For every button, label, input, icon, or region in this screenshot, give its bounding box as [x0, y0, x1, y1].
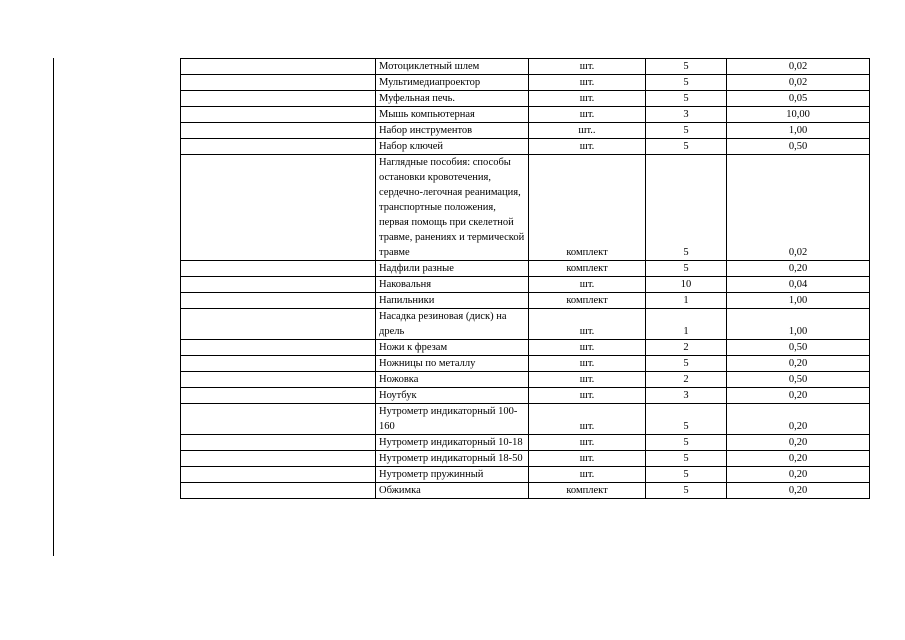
table-row: [181, 340, 870, 356]
table-row: [181, 309, 870, 340]
page-margin-line: [53, 58, 54, 556]
item-name-cell: Обжимка: [376, 483, 529, 499]
index-cell: [181, 155, 376, 261]
unit-cell: шт.: [529, 435, 646, 451]
value-cell: 0,20: [727, 356, 870, 372]
quantity-cell: 5: [646, 91, 727, 107]
value-cell: 1,00: [727, 123, 870, 139]
item-name-cell: Ножницы по металлу: [376, 356, 529, 372]
item-name-cell: Напильники: [376, 293, 529, 309]
value-cell: 1,00: [727, 293, 870, 309]
index-cell: [181, 123, 376, 139]
item-name-cell: Наковальня: [376, 277, 529, 293]
quantity-cell: 2: [646, 340, 727, 356]
quantity-cell: 1: [646, 309, 727, 340]
unit-cell: шт.: [529, 372, 646, 388]
table-row: [181, 139, 870, 155]
quantity-cell: 5: [646, 123, 727, 139]
index-cell: [181, 483, 376, 499]
unit-cell: комплект: [529, 155, 646, 261]
index-cell: [181, 139, 376, 155]
index-cell: [181, 372, 376, 388]
index-cell: [181, 467, 376, 483]
item-name-cell: Ножовка: [376, 372, 529, 388]
item-name-cell: Насадка резиновая (диск) на дрель: [376, 309, 529, 340]
quantity-cell: 5: [646, 356, 727, 372]
equipment-table: [180, 58, 870, 499]
table-row: [181, 75, 870, 91]
index-cell: [181, 293, 376, 309]
value-cell: 0,50: [727, 340, 870, 356]
quantity-cell: 3: [646, 107, 727, 123]
unit-cell: шт.: [529, 467, 646, 483]
item-name-cell: Нутрометр индикаторный 10-18: [376, 435, 529, 451]
index-cell: [181, 107, 376, 123]
value-cell: 0,20: [727, 261, 870, 277]
index-cell: [181, 356, 376, 372]
quantity-cell: 5: [646, 404, 727, 435]
value-cell: 0,20: [727, 451, 870, 467]
value-cell: 0,02: [727, 75, 870, 91]
index-cell: [181, 277, 376, 293]
index-cell: [181, 309, 376, 340]
table-row: [181, 404, 870, 435]
item-name-cell: Мышь компьютерная: [376, 107, 529, 123]
unit-cell: комплект: [529, 261, 646, 277]
unit-cell: шт.: [529, 107, 646, 123]
index-cell: [181, 435, 376, 451]
unit-cell: шт.: [529, 91, 646, 107]
item-name-cell: Ножи к фрезам: [376, 340, 529, 356]
quantity-cell: 1: [646, 293, 727, 309]
item-name-cell: Нутрометр индикаторный 18-50: [376, 451, 529, 467]
value-cell: 10,00: [727, 107, 870, 123]
value-cell: 0,20: [727, 483, 870, 499]
table-row: [181, 483, 870, 499]
item-name-cell: Мультимедиапроектор: [376, 75, 529, 91]
index-cell: [181, 261, 376, 277]
table-row: [181, 293, 870, 309]
index-cell: [181, 59, 376, 75]
unit-cell: шт.: [529, 340, 646, 356]
unit-cell: шт.: [529, 309, 646, 340]
table-row: [181, 435, 870, 451]
table-row: [181, 388, 870, 404]
quantity-cell: 5: [646, 155, 727, 261]
index-cell: [181, 340, 376, 356]
item-name-cell: Нутрометр индикаторный 100-160: [376, 404, 529, 435]
unit-cell: шт.: [529, 451, 646, 467]
table-row: [181, 59, 870, 75]
quantity-cell: 5: [646, 483, 727, 499]
quantity-cell: 5: [646, 261, 727, 277]
table-row: [181, 467, 870, 483]
index-cell: [181, 91, 376, 107]
item-name-cell: Набор инструментов: [376, 123, 529, 139]
quantity-cell: 5: [646, 467, 727, 483]
value-cell: 0,50: [727, 372, 870, 388]
value-cell: 0,50: [727, 139, 870, 155]
quantity-cell: 10: [646, 277, 727, 293]
index-cell: [181, 404, 376, 435]
value-cell: 0,20: [727, 404, 870, 435]
quantity-cell: 2: [646, 372, 727, 388]
item-name-cell: Ноутбук: [376, 388, 529, 404]
item-name-cell: Нутрометр пружинный: [376, 467, 529, 483]
equipment-table-body: [181, 59, 870, 499]
item-name-cell: Надфили разные: [376, 261, 529, 277]
table-row: [181, 451, 870, 467]
value-cell: 0,02: [727, 59, 870, 75]
table-row: [181, 155, 870, 261]
unit-cell: шт.: [529, 75, 646, 91]
unit-cell: шт.: [529, 139, 646, 155]
quantity-cell: 5: [646, 59, 727, 75]
value-cell: 0,05: [727, 91, 870, 107]
unit-cell: шт.: [529, 277, 646, 293]
value-cell: 0,02: [727, 155, 870, 261]
item-name-cell: Мотоциклетный шлем: [376, 59, 529, 75]
unit-cell: шт.: [529, 59, 646, 75]
index-cell: [181, 451, 376, 467]
item-name-cell: Набор ключей: [376, 139, 529, 155]
value-cell: 0,20: [727, 435, 870, 451]
value-cell: 0,20: [727, 467, 870, 483]
unit-cell: шт..: [529, 123, 646, 139]
quantity-cell: 5: [646, 451, 727, 467]
unit-cell: комплект: [529, 293, 646, 309]
quantity-cell: 5: [646, 75, 727, 91]
table-row: [181, 107, 870, 123]
table-row: [181, 356, 870, 372]
index-cell: [181, 75, 376, 91]
value-cell: 0,20: [727, 388, 870, 404]
table-row: [181, 277, 870, 293]
quantity-cell: 5: [646, 139, 727, 155]
unit-cell: шт.: [529, 388, 646, 404]
table-row: [181, 261, 870, 277]
value-cell: 0,04: [727, 277, 870, 293]
unit-cell: шт.: [529, 356, 646, 372]
table-row: [181, 372, 870, 388]
unit-cell: шт.: [529, 404, 646, 435]
quantity-cell: 3: [646, 388, 727, 404]
table-row: [181, 91, 870, 107]
index-cell: [181, 388, 376, 404]
item-name-cell: Муфельная печь.: [376, 91, 529, 107]
value-cell: 1,00: [727, 309, 870, 340]
quantity-cell: 5: [646, 435, 727, 451]
table-row: [181, 123, 870, 139]
item-name-cell: Наглядные пособия: способы остановки кровотечения, сердечно-легочная реанимация, транспортные положения, первая помощь при скелетной травме, ранениях и термической травме: [376, 155, 529, 261]
unit-cell: комплект: [529, 483, 646, 499]
